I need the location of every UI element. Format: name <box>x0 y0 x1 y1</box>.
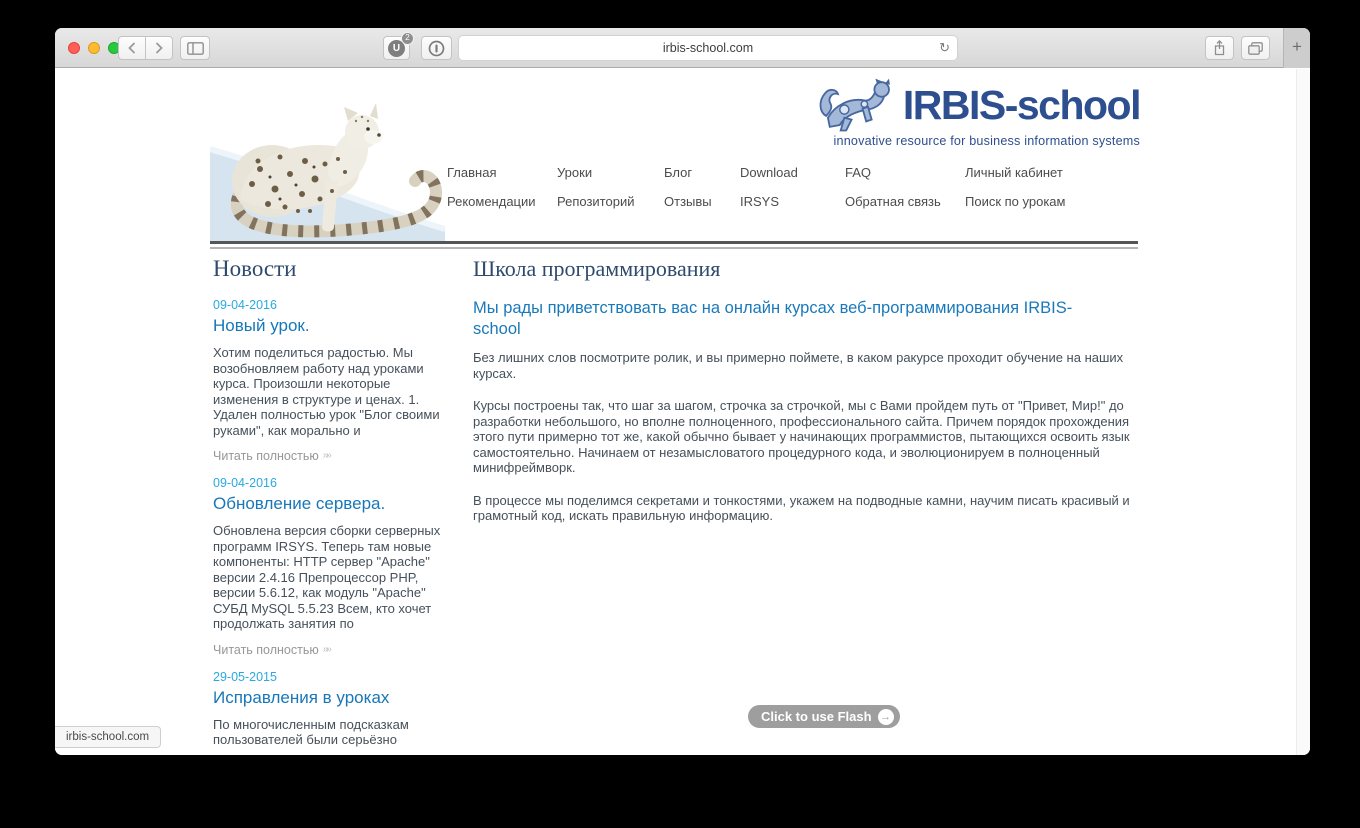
new-tab-button[interactable]: + <box>1283 28 1310 68</box>
nav-glavnaya[interactable]: Главная <box>447 165 497 180</box>
address-url: irbis-school.com <box>662 41 754 55</box>
reload-icon[interactable]: ↻ <box>939 40 950 55</box>
tab-overview-button[interactable] <box>1241 36 1270 60</box>
chevron-right-icon <box>155 42 163 54</box>
news-title-link[interactable]: Новый урок. <box>213 316 310 335</box>
courses-paragraph: Курсы построены так, что шаг за шагом, строчка за строчкой, мы с Вами пройдем путь от "Привет, Мир!" до разработки небольшого, но вполне полноценного, профессионального сайта. Причем порядок прохождения этого пути примерно тот же, какой обычно бывает у начинающих программистов, пытающихся освоить язык самостоятельно. Начинаем от незамысловатого процедурного кода, и эволюционируем в полноценный минифреймворк. <box>473 398 1130 475</box>
read-more-icon: »» <box>322 643 330 655</box>
news-item <box>213 475 441 657</box>
nav-obratnaya-svyaz[interactable]: Обратная связь <box>845 194 941 209</box>
news-sidebar <box>213 256 441 755</box>
header-divider-shadow <box>210 247 1138 249</box>
onepassword-icon <box>428 40 445 57</box>
nav-irsys[interactable]: IRSYS <box>740 194 780 209</box>
news-title-link[interactable]: Обновление сервера. <box>213 494 386 513</box>
intro-paragraph: Без лишних слов посмотрите ролик, и вы примерно поймете, в каком ракурсе проходит обучение на наших курсах. <box>473 350 1124 381</box>
nav-uroki[interactable]: Уроки <box>557 165 593 180</box>
news-date: 09-04-2016 <box>213 298 277 312</box>
news-body: По многочисленным подсказкам пользователей были серьёзно <box>213 716 409 747</box>
flash-button-label: Click to use Flash <box>761 709 872 724</box>
tabs-icon <box>1248 42 1263 55</box>
logo-leopard-icon <box>817 77 899 133</box>
process-paragraph: В процессе мы поделимся секретами и тонкостями, укажем на подводные камни, научим писать красивый и грамотный код, искать правильную информацию. <box>473 492 1130 523</box>
onepassword-extension-button[interactable] <box>421 36 452 60</box>
share-button[interactable] <box>1205 36 1234 60</box>
main-content <box>473 256 1140 541</box>
nav-poisk-po-urokam[interactable]: Поиск по урокам <box>965 194 1066 209</box>
nav-blog[interactable]: Блог <box>664 165 693 180</box>
browser-window <box>55 28 1310 755</box>
news-body: Обновлена версия сборки серверных программ IRSYS. Теперь там новые компоненты: HTTP сервер "Apache" версии 2.4.16 Препроцессор PHP, версии 5.6.12, как модуль "Apache" СУБД MySQL 5.5.23 Всем, кто хочет продолжать занятия по <box>213 523 441 631</box>
nav-otzyvy[interactable]: Отзывы <box>664 194 712 209</box>
nav-lichnyy-kabinet[interactable]: Личный кабинет <box>965 165 1063 180</box>
page-title: Школа программирования <box>473 256 721 281</box>
minimize-window-button[interactable] <box>88 42 100 54</box>
sidebar-icon <box>187 42 204 55</box>
news-date: 29-05-2015 <box>213 669 277 684</box>
news-date: 09-04-2016 <box>213 476 277 490</box>
news-item <box>213 669 441 748</box>
logo-text: IRBIS-school <box>902 82 1140 128</box>
nav-rekomendacii[interactable]: Рекомендации <box>447 194 536 209</box>
nav-faq[interactable]: FAQ <box>845 165 872 180</box>
read-more-link[interactable]: Читать полностью »» <box>213 642 330 657</box>
scrollbar[interactable] <box>1296 69 1310 755</box>
welcome-subtitle: Мы рады приветствовать вас на онлайн курсах веб-программирования IRBIS-school <box>473 299 1073 338</box>
ublock-badge: 2 <box>401 32 414 45</box>
logo-tagline: innovative resource for business information systems <box>833 134 1140 148</box>
news-title-link[interactable]: Исправления в уроках <box>213 687 390 707</box>
site-logo[interactable] <box>715 77 1140 148</box>
news-heading: Новости <box>213 256 297 281</box>
news-body: Хотим поделиться радостью. Мы возобновляем работу над уроками курса. Произошли некоторые изменения в структуре и ценах. 1. Удален полностью урок "Блог своими руками", как морально и <box>213 345 440 438</box>
nav-download[interactable]: Download <box>740 165 798 180</box>
snow-leopard-image <box>210 69 445 244</box>
read-more-link[interactable]: Читать полностью »» <box>213 449 330 463</box>
address-bar[interactable] <box>458 35 958 61</box>
back-button[interactable] <box>118 36 146 60</box>
forward-button[interactable] <box>145 36 173 60</box>
close-window-button[interactable] <box>68 42 80 54</box>
browser-toolbar <box>55 28 1310 68</box>
status-bar-link-preview: irbis-school.com <box>55 726 161 748</box>
flash-placeholder-button[interactable] <box>748 705 900 728</box>
share-icon <box>1213 40 1226 56</box>
read-more-icon: »» <box>322 450 330 461</box>
nav-repozitoriy[interactable]: Репозиторий <box>557 194 635 209</box>
chevron-left-icon <box>128 42 136 54</box>
ublock-icon: U <box>388 40 405 57</box>
arrow-right-icon: → <box>878 709 894 725</box>
header-divider <box>210 241 1138 244</box>
news-item <box>213 297 441 463</box>
sidebar-toggle-button[interactable] <box>180 36 210 60</box>
ublock-extension-button[interactable] <box>383 33 410 60</box>
page-content <box>55 69 1310 755</box>
